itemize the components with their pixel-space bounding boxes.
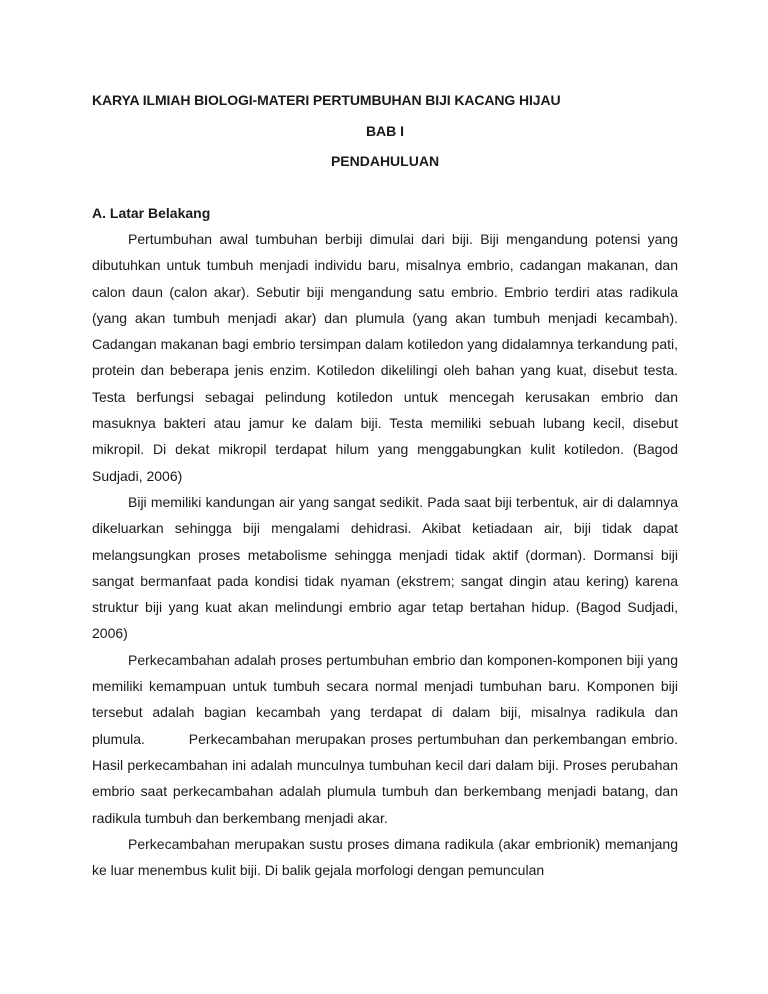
chapter-title: PENDAHULUAN xyxy=(330,153,440,169)
body-text xyxy=(92,226,678,883)
chapter-number: BAB I xyxy=(365,123,405,139)
paragraph-2: Biji memiliki kandungan air yang sangat sedikit. Pada saat biji terbentuk, air di dalamnya dikeluarkan sehingga biji mengalami dehidrasi. Akibat ketiadaan air, biji tidak dapat melangsungkan proses metabolisme sehingga menjadi tidak aktif (dorman). Dormansi biji sangat bermanfaat pada kondisi tidak nyaman (ekstrem; sangat dingin atau kering) karena struktur biji yang kuat akan melindungi embrio agar tetap bertahan hidup. (Bagod Sudjadi, 2006) xyxy=(92,493,678,642)
paragraph-4: Perkecambahan merupakan sustu proses dimana radikula (akar embrionik) memanjang ke luar menembus kulit biji. Di balik gejala morfologi dengan pemunculan xyxy=(92,835,678,879)
document-title: KARYA ILMIAH BIOLOGI-MATERI PERTUMBUHAN BIJI KACANG HIJAU xyxy=(92,92,561,108)
section-heading: A. Latar Belakang xyxy=(92,205,211,221)
paragraph-1: Pertumbuhan awal tumbuhan berbiji dimulai dari biji. Biji mengandung potensi yang dibutuhkan untuk tumbuh menjadi individu baru, misalnya embrio, cadangan makanan, dan calon daun (calon akar). Sebutir biji mengandung satu embrio. Embrio terdiri atas radikula (yang akan tumbuh menjadi akar) dan plumula (yang akan tumbuh menjadi kecambah). Cadangan makanan bagi embrio tersimpan dalam kotiledon yang didalamnya terkandung pati, protein dan beberapa jenis enzim. Kotiledon dikelilingi oleh bahan yang kuat, disebut testa. Testa berfungsi sebagai pelindung kotiledon untuk mencegah kerusakan embrio dan masuknya bakteri atau jamur ke dalam biji. Testa memiliki sebuah lubang kecil, disebut mikropil. Di dekat mikropil terdapat hilum yang menggabungkan kulit kotiledon. (Bagod Sudjadi, 2006) xyxy=(92,231,678,484)
paragraph-3: Perkecambahan adalah proses pertumbuhan embrio dan komponen-komponen biji yang memiliki kemampuan untuk tumbuh secara normal menjadi tumbuhan baru. Komponen biji tersebut adalah bagian kecambah yang terdapat di dalam biji, misalnya radikula dan plumula. Perkecambahan merupakan proses pertumbuhan dan perkembangan embrio. Hasil perkecambahan ini adalah munculnya tumbuhan kecil dari dalam biji. Proses perubahan embrio saat perkecambahan adalah plumula tumbuh dan berkembang menjadi batang, dan radikula tumbuh dan berkembang menjadi akar. xyxy=(92,651,678,826)
